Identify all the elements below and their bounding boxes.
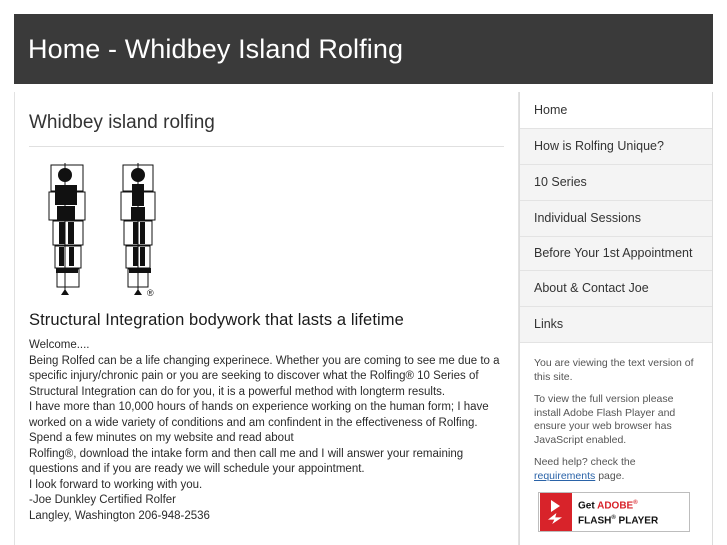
body-paragraph: Spend a few minutes on my website and read about [29, 432, 294, 444]
body-paragraph: Rolfing®, download the intake form and then call me and I will answer your remaining questions and if you are ready we will schedule your appointment. [29, 447, 464, 475]
main-content [14, 92, 519, 545]
posture-diagram-image [41, 161, 504, 301]
svg-text:®: ® [147, 288, 154, 298]
sidebar-item-links[interactable]: Links [520, 307, 712, 343]
flash-badge-text [578, 497, 658, 528]
flash-sup-1: ® [633, 499, 638, 506]
notice-line-1: You are viewing the text version of this site. [534, 357, 694, 383]
body-paragraph: Langley, Washington 206-948-2536 [29, 509, 210, 522]
get-adobe-flash-player-button[interactable] [538, 492, 690, 532]
body-paragraph: -Joe Dunkley Certified Rolfer [29, 494, 177, 506]
content-heading: Whidbey island rolfing [29, 112, 215, 133]
notice-line-3 [534, 456, 698, 483]
sidebar-item-before-your-1st-appointment[interactable]: Before Your 1st Appointment [520, 237, 712, 271]
flash-player-label: PLAYER [618, 515, 659, 527]
content-headline: Structural Integration bodywork that lasts a lifetime [29, 311, 404, 329]
flash-flash-label: FLASH [578, 515, 612, 527]
flash-sup-2: ® [611, 515, 616, 521]
sidebar-item-individual-sessions[interactable]: Individual Sessions [520, 201, 712, 237]
body-paragraph: I look forward to working with you. [29, 478, 203, 491]
notice-prefix: Need help? check the [534, 456, 636, 468]
notice-line-2: To view the full version please install Adobe Flash Player and ensure your web browser has JavaScript enabled. [534, 393, 676, 446]
sidebar-item-home[interactable]: Home [520, 92, 712, 129]
flash-get-label: Get [578, 500, 595, 511]
sidebar-nav [520, 92, 712, 343]
sidebar [519, 92, 713, 545]
sidebar-item-10-series[interactable]: 10 Series [520, 165, 712, 201]
body-paragraph: I have more than 10,000 hours of hands on experience working on the human form; I have worked on a wide variety of conditions and am confindent in the effectiveness of Rolfing. [29, 401, 489, 429]
sidebar-item-about-contact-joe[interactable]: About & Contact Joe [520, 271, 712, 307]
text-version-notice [520, 343, 712, 532]
site-header [14, 14, 713, 84]
flash-player-icon [540, 493, 572, 531]
content-body [29, 338, 504, 524]
flash-adobe-label: ADOBE [597, 500, 634, 511]
heading-divider [29, 146, 504, 147]
sidebar-item-how-is-rolfing-unique[interactable]: How is Rolfing Unique? [520, 129, 712, 165]
page-title: Home - Whidbey Island Rolfing [28, 33, 404, 64]
body-paragraph: Being Rolfed can be a life changing experinece. Whether you are coming to see me due to a specific injury/chronic pain or you are seeking to discover what the Rolfing® 10 Series of Structural Integration can do for you, it is a powerful method with longterm results. [29, 354, 500, 398]
body-paragraph: Welcome.... [29, 339, 90, 351]
notice-suffix: page. [595, 469, 625, 482]
requirements-link[interactable]: requirements [534, 469, 596, 482]
